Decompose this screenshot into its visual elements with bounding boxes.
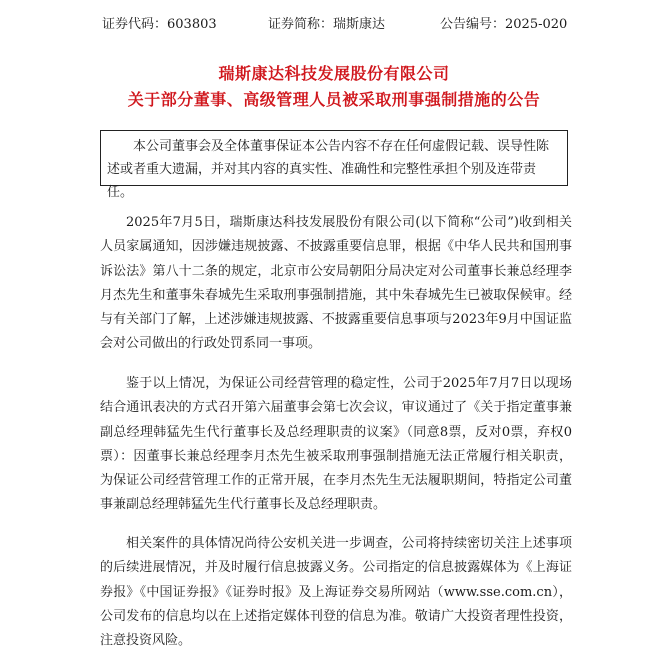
board-guarantee-box [100, 130, 568, 200]
stock-code: 证券代码：603803 [102, 17, 217, 32]
notice-number: 公告编号：2025-020 [440, 17, 568, 32]
board-guarantee-text: 本公司董事会及全体董事保证本公告内容不存在任何虚假记载、误导性陈述或者重大遗漏，并对其内容的真实性、准确性和完整性承担个别及连带责任。 [107, 139, 550, 200]
paragraph-block-1 [100, 211, 572, 357]
paragraph: 相关案件的具体情况尚待公安机关进一步调查，公司将持续密切关注上述事项的后续进展情况，并及时履行信息披露义务。公司指定的信息披露媒体为《上海证券报》《中国证券报》《证券时报》及上海证券交易所网站（www.sse.com.cn），公司发布的信息均以在上述指定媒体刊登的信息为准。敬请广大投资者理性投资，注意投资风险。 [100, 536, 572, 649]
paragraph: 2025年7月5日，瑞斯康达科技发展股份有限公司(以下简称“公司”)收到相关人员家属通知，因涉嫌违规披露、不披露重要信息罪，根据《中华人民共和国刑事诉讼法》第八十二条的规定，北京市公安局朝阳分局决定对公司董事长兼总经理李月杰先生和董事朱春城先生采取刑事强制措施，其中朱春城先生已被取保候审。经与有关部门了解，上述涉嫌违规披露、不披露重要信息事项与2023年9月中国证监会对公司做出的行政处罚系同一事项。 [100, 215, 572, 352]
company-name: 瑞斯康达科技发展股份有限公司 [218, 64, 450, 83]
announcement-title: 关于部分董事、高级管理人员被采取刑事强制措施的公告 [127, 90, 541, 109]
paragraph-block-2 [100, 372, 572, 518]
paragraph-block-3 [100, 532, 572, 653]
document-header [0, 14, 668, 36]
paragraph: 鉴于以上情况，为保证公司经营管理的稳定性，公司于2025年7月7日以现场结合通讯表决的方式召开第六届董事会第七次会议，审议通过了《关于指定董事兼副总经理韩猛先生代行董事长及总经理职责的议案》（同意8票，反对0票，弃权0票）：因董事长兼总经理李月杰先生被采取刑事强制措施无法正常履行相关职责，为保证公司经营管理工作的正常开展，在李月杰先生无法履职期间，特指定公司董事兼副总经理韩猛先生代行董事长及总经理职责。 [100, 376, 572, 513]
stock-short-name: 证券简称：瑞斯康达 [268, 17, 386, 32]
